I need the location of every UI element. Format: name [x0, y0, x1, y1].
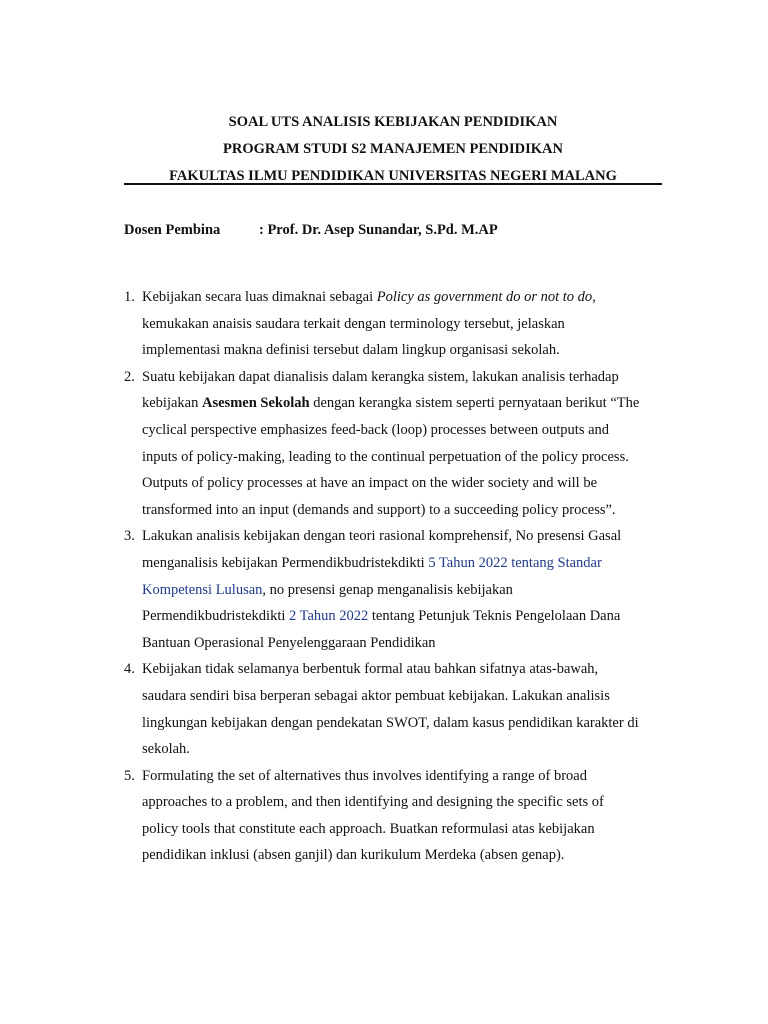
- question-number: 1.: [124, 289, 135, 305]
- question-line: saudara sendiri bisa berperan sebagai aktor pembuat kebijakan. Lakukan analisis: [142, 687, 610, 704]
- question-line: Kebijakan tidak selamanya berbentuk formal atau bahkan sifatnya atas-bawah,: [142, 661, 599, 678]
- lecturer-info: [124, 220, 498, 240]
- question-line: policy tools that constitute each approach. Buatkan reformulasi atas kebijakan: [142, 820, 595, 837]
- question-list: [124, 284, 664, 869]
- question-number: 3.: [124, 528, 135, 545]
- question-line: [142, 577, 664, 604]
- question-text: Kebijakan secara luas dimaknai sebagai: [142, 289, 377, 305]
- header-title-line-3: FAKULTAS ILMU PENDIDIKAN UNIVERSITAS NEGERI MALANG: [169, 168, 617, 184]
- question-text: kebijakan: [142, 395, 202, 412]
- question-line: lingkungan kebijakan dengan pendekatan SWOT, dalam kasus pendidikan karakter di: [142, 714, 639, 731]
- document-header: [124, 109, 662, 190]
- question-text: menganalisis kebijakan Permendikbudristekdikti: [142, 554, 429, 571]
- lecturer-label: Dosen Pembina: [124, 222, 221, 238]
- question-text: ,: [592, 289, 596, 305]
- question-line: Suatu kebijakan dapat dianalisis dalam kerangka sistem, lakukan analisis terhadap: [142, 368, 619, 385]
- lecturer-name: : Prof. Dr. Asep Sunandar, S.Pd. M.AP: [259, 222, 498, 238]
- header-title-line-1: SOAL UTS ANALISIS KEBIJAKAN PENDIDIKAN: [228, 114, 558, 130]
- regulation-link[interactable]: Kompetensi Lulusan: [142, 581, 263, 598]
- question-line: approaches to a problem, and then identifying and designing the specific sets of: [142, 794, 604, 811]
- question-line: pendidikan inklusi (absen ganjil) dan kurikulum Merdeka (absen genap).: [142, 847, 565, 864]
- question-text: , no presensi genap menganalisis kebijakan: [262, 581, 513, 598]
- question-line: Formulating the set of alternatives thus involves identifying a range of broad: [142, 767, 587, 784]
- question-line: [142, 550, 664, 577]
- question-bold-text: Asesmen Sekolah: [202, 395, 310, 412]
- header-divider: [124, 183, 662, 185]
- question-item-5: [124, 763, 664, 869]
- question-line: [142, 284, 664, 311]
- question-item-1: [124, 284, 664, 364]
- regulation-link[interactable]: 2 Tahun 2022: [289, 608, 369, 625]
- question-line: [142, 390, 664, 417]
- question-number: 2.: [124, 368, 135, 385]
- question-item-2: [124, 364, 664, 524]
- question-line: transformed into an input (demands and support) to a succeeding policy process”.: [142, 501, 616, 518]
- question-item-4: [124, 656, 664, 762]
- question-line: cyclical perspective emphasizes feed-back (loop) processes between outputs and: [142, 421, 610, 438]
- question-line: kemukakan anaisis saudara terkait dengan terminology tersebut, jelaskan: [142, 315, 565, 332]
- question-line: Bantuan Operasional Penyelenggaraan Pendidikan: [142, 634, 436, 651]
- question-italic-text: Policy as government do or not to do: [376, 289, 593, 305]
- question-line: [142, 603, 664, 630]
- question-text: tentang Petunjuk Teknis Pengelolaan Dana: [368, 608, 621, 625]
- question-item-3: [124, 523, 664, 656]
- regulation-link[interactable]: 5 Tahun 2022 tentang Standar: [428, 554, 602, 571]
- question-text: dengan kerangka sistem seperti pernyataan berikut “The: [309, 395, 640, 412]
- question-number: 5.: [124, 767, 135, 784]
- question-line: inputs of policy-making, leading to the continual perpetuation of the policy process.: [142, 448, 629, 465]
- question-text: Permendikbudristekdikti: [142, 608, 289, 625]
- question-line: Outputs of policy processes at have an impact on the wider society and will be: [142, 475, 598, 492]
- question-line: implementasi makna definisi tersebut dalam lingkup organisasi sekolah.: [142, 342, 560, 359]
- question-line: Lakukan analisis kebijakan dengan teori rasional komprehensif, No presensi Gasal: [142, 528, 622, 545]
- question-line: sekolah.: [142, 741, 190, 758]
- question-number: 4.: [124, 661, 135, 678]
- header-title-line-2: PROGRAM STUDI S2 MANAJEMEN PENDIDIKAN: [223, 141, 563, 157]
